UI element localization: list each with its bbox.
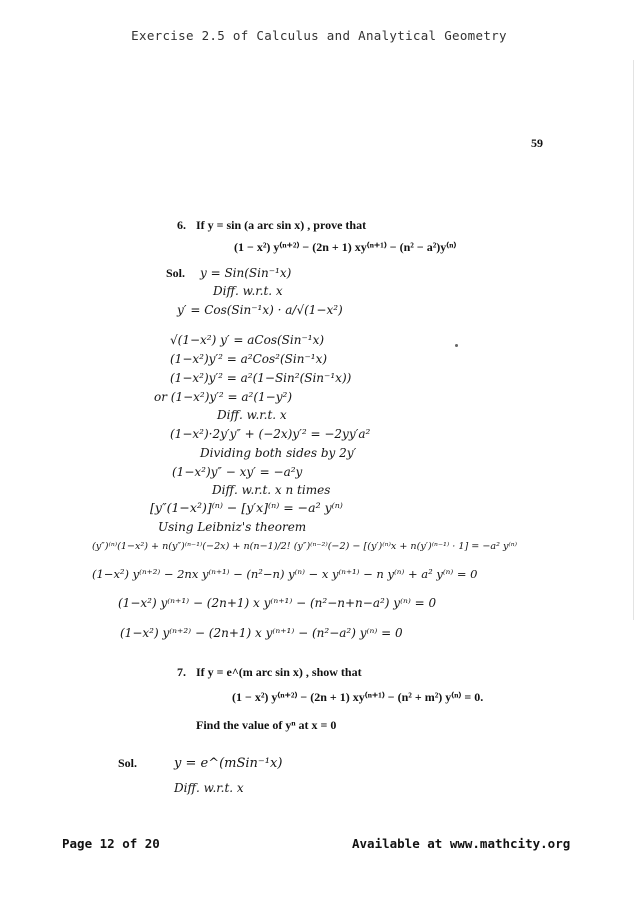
page-header: Exercise 2.5 of Calculus and Analytical Geometry	[131, 28, 507, 43]
sol6-line-12: Diff. w.r.t. x n times	[212, 483, 331, 497]
sol6-line-7: or (1−x²)y′² = a²(1−y²)	[154, 390, 293, 404]
sol7-line-1: y = e^(mSin⁻¹x)	[174, 756, 283, 771]
scan-speck	[455, 344, 458, 347]
sol6-line-1: y = Sin(Sin⁻¹x)	[200, 266, 292, 280]
sol6-line-17: (1−x²) y⁽ⁿ⁺¹⁾ − (2n+1) x y⁽ⁿ⁺¹⁾ − (n²−n+n−a²) y⁽ⁿ⁾ = 0	[118, 596, 437, 610]
sol6-label: Sol.	[166, 266, 186, 280]
page-number: 59	[531, 136, 543, 150]
sol6-line-10: Dividing both sides by 2y′	[200, 446, 357, 460]
sol6-line-5: (1−x²)y′² = a²Cos²(Sin⁻¹x)	[170, 352, 328, 366]
q7-equation: (1 − x²) y⁽ⁿ⁺²⁾ − (2n + 1) xy⁽ⁿ⁺¹⁾ − (n² + m²) y⁽ⁿ⁾ = 0.	[232, 690, 484, 704]
page-edge-shadow	[633, 60, 634, 620]
q7-number: 7.	[177, 665, 186, 679]
q7-statement: If y = e^(m arc sin x) , show that	[196, 665, 362, 679]
q6-statement: If y = sin (a arc sin x) , prove that	[196, 218, 367, 232]
footer-source-link: Available at www.mathcity.org	[352, 836, 571, 851]
sol6-line-3: y′ = Cos(Sin⁻¹x) · a/√(1−x²)	[177, 303, 343, 317]
sol6-line-13: [y″(1−x²)]⁽ⁿ⁾ − [y′x]⁽ⁿ⁾ = −a² y⁽ⁿ⁾	[150, 500, 343, 515]
sol6-line-18: (1−x²) y⁽ⁿ⁺²⁾ − (2n+1) x y⁽ⁿ⁺¹⁾ − (n²−a²) y⁽ⁿ⁾ = 0	[120, 626, 403, 640]
q6-equation: (1 − x²) y⁽ⁿ⁺²⁾ − (2n + 1) xy⁽ⁿ⁺¹⁾ − (n² − a²)y⁽ⁿ⁾	[234, 240, 457, 254]
sol6-line-16: (1−x²) y⁽ⁿ⁺²⁾ − 2nx y⁽ⁿ⁺¹⁾ − (n²−n) y⁽ⁿ⁾ − x y⁽ⁿ⁺¹⁾ − n y⁽ⁿ⁾ + a² y⁽ⁿ⁾ = 0	[92, 567, 478, 581]
sol7-label: Sol.	[118, 756, 138, 770]
sol6-line-11: (1−x²)y″ − xy′ = −a²y	[172, 465, 303, 479]
q6-number: 6.	[177, 218, 186, 232]
sol6-line-8: Diff. w.r.t. x	[217, 408, 287, 422]
sol7-line-2: Diff. w.r.t. x	[174, 781, 244, 795]
footer-page-label: Page 12 of 20	[62, 836, 160, 851]
sol6-line-9: (1−x²)·2y′y″ + (−2x)y′² = −2yy′a²	[170, 427, 371, 441]
sol6-line-2: Diff. w.r.t. x	[213, 284, 283, 298]
sol6-line-4: √(1−x²) y′ = aCos(Sin⁻¹x)	[170, 333, 325, 347]
sol6-line-14: Using Leibniz's theorem	[158, 520, 307, 534]
sol6-line-15: (y″)⁽ⁿ⁾(1−x²) + n(y″)⁽ⁿ⁻¹⁾(−2x) + n(n−1)/2! (y″)⁽ⁿ⁻²⁾(−2) − [(y′)⁽ⁿ⁾x + n(y′)⁽ⁿ⁻¹⁾ · 1] = −a² y⁽ⁿ⁾	[92, 541, 518, 552]
q7-find: Find the value of yⁿ at x = 0	[196, 718, 337, 732]
sol6-line-6: (1−x²)y′² = a²(1−Sin²(Sin⁻¹x))	[170, 371, 352, 385]
